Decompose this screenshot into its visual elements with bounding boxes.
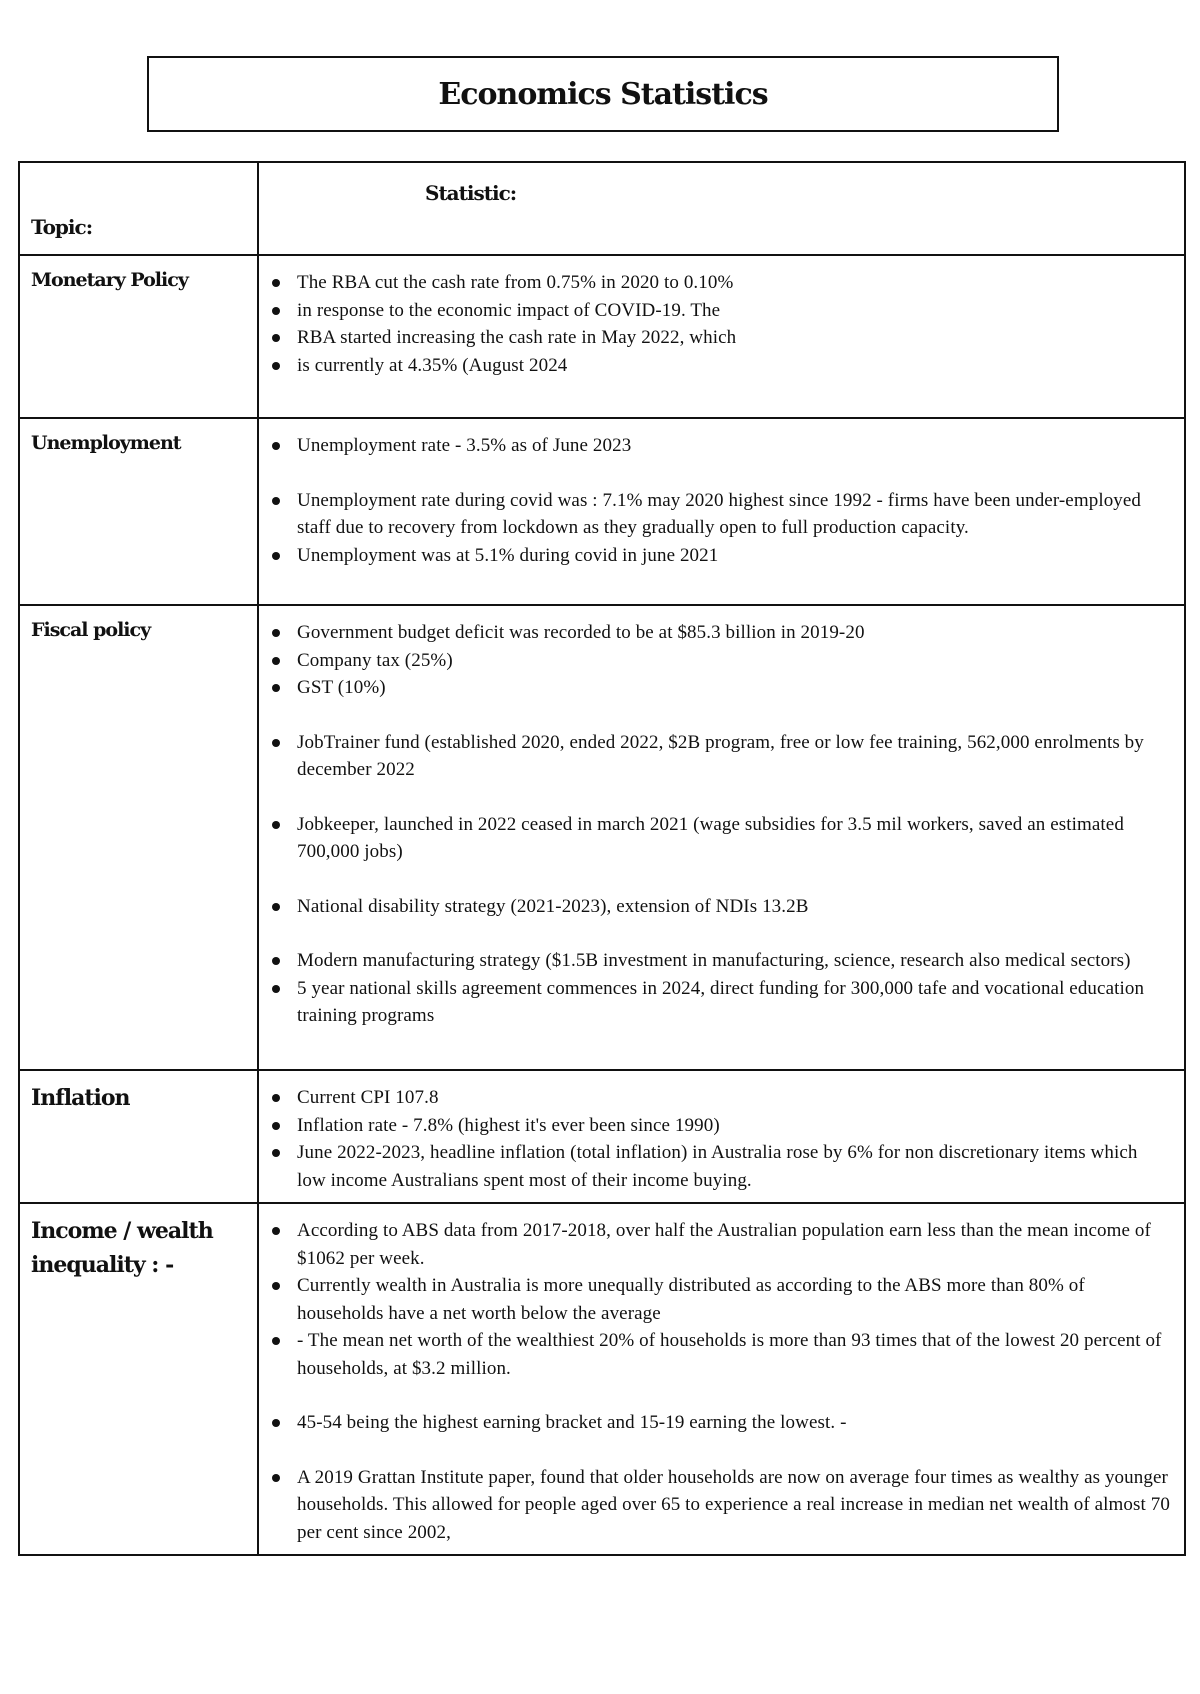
table-row [19, 1203, 1185, 1555]
list-item: Current CPI 107.8 [269, 1084, 1170, 1112]
list-item: National disability strategy (2021-2023), extension of NDIs 13.2B [269, 893, 1170, 921]
list-item: Company tax (25%) [269, 647, 1170, 675]
table-row [19, 418, 1185, 605]
list-item: 45-54 being the highest earning bracket and 15-19 earning the lowest. - [269, 1409, 1170, 1437]
list-item: Unemployment rate - 3.5% as of June 2023 [269, 432, 1170, 460]
document-title: Economics Statistics [438, 76, 768, 112]
table-row [19, 1070, 1185, 1203]
topic-cell [19, 1070, 258, 1203]
topic-label-fiscal-policy: Fiscal policy [31, 619, 151, 641]
list-item: JobTrainer fund (established 2020, ended 2022, $2B program, free or low fee training, 562,000 enrolments by december 2022 [269, 729, 1170, 784]
list-item: Unemployment rate during covid was : 7.1% may 2020 highest since 1992 - firms have been under-employed staff due to recovery from lockdown as they gradually open to full production capacity. [269, 487, 1170, 542]
statistic-list [269, 1084, 1170, 1194]
list-item: RBA started increasing the cash rate in May 2022, which [269, 324, 1170, 352]
statistic-cell [258, 418, 1185, 605]
topic-cell [19, 605, 258, 1070]
statistic-list [269, 1217, 1170, 1546]
topic-label-monetary-policy: Monetary Policy [31, 269, 188, 291]
header-statistic-cell [258, 162, 1185, 255]
list-item: in response to the economic impact of COVID-19. The [269, 297, 1170, 325]
list-item: According to ABS data from 2017-2018, over half the Australian population earn less than the mean income of $1062 per week. [269, 1217, 1170, 1272]
list-item: Unemployment was at 5.1% during covid in june 2021 [269, 542, 1170, 570]
topic-cell [19, 1203, 258, 1555]
statistics-table [18, 161, 1186, 1556]
table-row [19, 255, 1185, 418]
header-topic-cell [19, 162, 258, 255]
statistic-cell [258, 1203, 1185, 1555]
list-item: 5 year national skills agreement commences in 2024, direct funding for 300,000 tafe and vocational education training programs [269, 975, 1170, 1030]
header-topic-label: Topic: [31, 215, 93, 239]
table-row [19, 605, 1185, 1070]
list-item: Government budget deficit was recorded to be at $85.3 billion in 2019-20 [269, 619, 1170, 647]
statistic-list [269, 432, 1170, 569]
list-item: June 2022-2023, headline inflation (total inflation) in Australia rose by 6% for non discretionary items which low income Australians spent most of their income buying. [269, 1139, 1170, 1194]
topic-label-unemployment: Unemployment [31, 432, 181, 454]
topic-cell [19, 418, 258, 605]
statistic-cell [258, 1070, 1185, 1203]
statistic-cell [258, 605, 1185, 1070]
statistic-cell [258, 255, 1185, 418]
topic-cell [19, 255, 258, 418]
list-item: Modern manufacturing strategy ($1.5B investment in manufacturing, science, research also medical sectors) [269, 947, 1170, 975]
topic-label-income-wealth-line1: Income / wealth [31, 1218, 213, 1244]
list-item: GST (10%) [269, 674, 1170, 702]
header-statistic-label: Statistic: [425, 181, 517, 205]
list-item: A 2019 Grattan Institute paper, found that older households are now on average four times as wealthy as younger households. This allowed for people aged over 65 to experience a real increase in median net wealth of almost 70 per cent since 2002, [269, 1464, 1170, 1547]
list-item: Currently wealth in Australia is more unequally distributed as according to the ABS more than 80% of households have a net worth below the average [269, 1272, 1170, 1327]
list-item: The RBA cut the cash rate from 0.75% in 2020 to 0.10% [269, 269, 1170, 297]
table-header-row [19, 162, 1185, 255]
statistic-list [269, 269, 1170, 379]
list-item: is currently at 4.35% (August 2024 [269, 352, 1170, 380]
title-box [147, 56, 1059, 132]
list-item: - The mean net worth of the wealthiest 20% of households is more than 93 times that of the lowest 20 percent of households, at $3.2 million. [269, 1327, 1170, 1382]
statistic-list [269, 619, 1170, 1030]
list-item: Jobkeeper, launched in 2022 ceased in march 2021 (wage subsidies for 3.5 mil workers, saved an estimated 700,000 jobs) [269, 811, 1170, 866]
list-item: Inflation rate - 7.8% (highest it's ever been since 1990) [269, 1112, 1170, 1140]
topic-label-inflation: Inflation [31, 1085, 130, 1111]
topic-label-income-wealth-line2: inequality : - [31, 1252, 174, 1278]
